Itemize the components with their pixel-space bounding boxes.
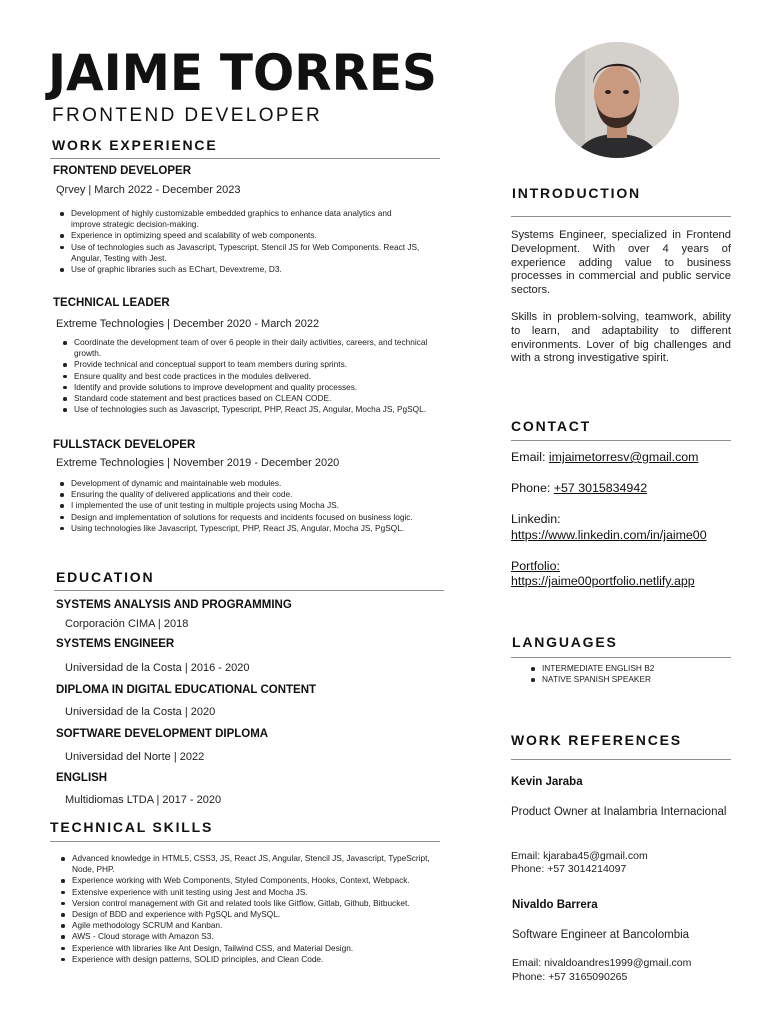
- contact-email: [511, 450, 698, 464]
- divider: [50, 158, 440, 159]
- portfolio-link[interactable]: https://jaime00portfolio.netlify.app: [511, 574, 695, 588]
- candidate-role: FRONTEND DEVELOPER: [52, 105, 323, 126]
- list-item: Agile methodology SCRUM and Kanban.: [72, 920, 452, 931]
- job-meta: Qrvey | March 2022 - December 2023: [56, 184, 241, 196]
- education-title: DIPLOMA IN DIGITAL EDUCATIONAL CONTENT: [56, 684, 317, 696]
- education-heading: EDUCATION: [56, 569, 155, 585]
- list-item: INTERMEDIATE ENGLISH B2: [542, 663, 742, 674]
- list-item: AWS - Cloud storage with Amazon S3.: [72, 931, 452, 942]
- intro-paragraph: Skills in problem-solving, teamwork, ability to learn, and adaptability to different environments. Lover of big challenges and with a strong investigative spirit.: [511, 311, 731, 365]
- list-item: Experience with libraries like Ant Design, Tailwind CSS, and Material Design.: [72, 943, 452, 954]
- linkedin-link[interactable]: https://www.linkedin.com/in/jaime00: [511, 528, 707, 542]
- languages-list: [530, 663, 742, 685]
- reference-phone: Phone: +57 3165090265: [512, 971, 628, 983]
- reference-name: Nivaldo Barrera: [512, 899, 598, 911]
- list-item: Development of dynamic and maintainable web modules.: [71, 478, 446, 489]
- job-title: FULLSTACK DEVELOPER: [53, 439, 196, 451]
- intro-paragraph: Systems Engineer, specialized in Frontend Development. With over 4 years of experience adding value to business processes in commercial and public service sectors.: [511, 229, 731, 297]
- job-meta: Extreme Technologies | December 2020 - March 2022: [56, 318, 320, 330]
- avatar-portrait-icon: [555, 42, 679, 158]
- candidate-name: JAIME TORRES: [48, 44, 437, 102]
- list-item: Use of technologies such as Javascript, Typescript, PHP, React JS, Angular, Mocha JS, PgSQL.: [74, 404, 452, 415]
- email-label: Email:: [511, 450, 546, 464]
- list-item: NATIVE SPANISH SPEAKER: [542, 674, 742, 685]
- contact-phone: [511, 481, 647, 495]
- divider: [511, 440, 731, 441]
- list-item: I implemented the use of unit testing in multiple projects using Mocha JS.: [71, 500, 446, 511]
- languages-heading: LANGUAGES: [512, 634, 618, 650]
- divider: [54, 590, 444, 591]
- education-title: SYSTEMS ENGINEER: [56, 638, 175, 650]
- skills-list: [60, 853, 452, 965]
- list-item: Use of graphic libraries such as EChart, Devextreme, D3.: [71, 264, 423, 275]
- linkedin-label: Linkedin:: [511, 512, 561, 526]
- job-title: TECHNICAL LEADER: [53, 297, 170, 309]
- list-item: Standard code statement and best practices based on CLEAN CODE.: [74, 393, 452, 404]
- list-item: Design and implementation of solutions for requests and incidents focused on business logic.: [71, 512, 446, 523]
- list-item: Identify and provide solutions to improve development and quality processes.: [74, 382, 452, 393]
- reference-email: Email: nivaldoandres1999@gmail.com: [512, 957, 692, 969]
- list-item: Development of highly customizable embedded graphics to enhance data analytics and improve strategic decision-making.: [71, 208, 423, 230]
- list-item: Experience working with Web Components, Styled Components, Hooks, Context, Webpack.: [72, 875, 452, 886]
- reference-position: Software Engineer at Bancolombia: [512, 929, 690, 941]
- education-meta: Universidad del Norte | 2022: [65, 751, 205, 763]
- divider: [50, 841, 440, 842]
- list-item: Version control management with Git and related tools like Gitflow, Gitlab, Github, Bitbucket.: [72, 898, 452, 909]
- job-bullets: [59, 478, 446, 534]
- education-meta: Corporación CIMA | 2018: [65, 618, 189, 630]
- job-bullets: [59, 208, 423, 275]
- job-meta: Extreme Technologies | November 2019 - December 2020: [56, 457, 340, 469]
- portfolio-label: Portfolio:: [511, 559, 560, 573]
- list-item: Coordinate the development team of over 6 people in their daily activities, careers, and technical growth.: [74, 337, 452, 359]
- list-item: Use of technologies such as Javascript, Typescript, Stencil JS for Web Components. React JS, Angular, Testing with Jest.: [71, 242, 423, 264]
- list-item: Experience with design patterns, SOLID principles, and Clean Code.: [72, 954, 452, 965]
- phone-label: Phone:: [511, 481, 551, 495]
- list-item: Design of BDD and experience with PgSQL and MySQL.: [72, 909, 452, 920]
- education-title: SOFTWARE DEVELOPMENT DIPLOMA: [56, 728, 269, 740]
- reference-position: Product Owner at Inalambria Internacional: [511, 806, 727, 818]
- education-meta: Universidad de la Costa | 2020: [65, 706, 216, 718]
- work-experience-heading: WORK EXPERIENCE: [52, 137, 218, 153]
- divider: [511, 759, 731, 760]
- divider: [511, 657, 731, 658]
- technical-skills-heading: TECHNICAL SKILLS: [50, 819, 214, 835]
- reference-email: Email: kjaraba45@gmail.com: [511, 850, 648, 862]
- job-title: FRONTEND DEVELOPER: [53, 165, 192, 177]
- email-link[interactable]: imjaimetorresv@gmail.com: [548, 450, 699, 464]
- introduction-heading: INTRODUCTION: [512, 185, 641, 201]
- education-title: ENGLISH: [56, 772, 108, 784]
- reference-phone: Phone: +57 3014214097: [511, 863, 627, 875]
- list-item: Provide technical and conceptual support to team members during sprints.: [74, 359, 452, 370]
- divider: [511, 216, 731, 217]
- phone-link[interactable]: +57 3015834942: [553, 481, 648, 495]
- contact-heading: CONTACT: [511, 418, 591, 434]
- list-item: Experience in optimizing speed and scalability of web components.: [71, 230, 423, 241]
- education-meta: Multidiomas LTDA | 2017 - 2020: [65, 794, 222, 806]
- list-item: Ensuring the quality of delivered applications and their code.: [71, 489, 446, 500]
- reference-name: Kevin Jaraba: [511, 776, 583, 788]
- list-item: Using technologies like Javascript, Typescript, PHP, React JS, Angular, Mocha JS, PgSQL.: [71, 523, 446, 534]
- education-meta: Universidad de la Costa | 2016 - 2020: [65, 662, 250, 674]
- work-references-heading: WORK REFERENCES: [511, 732, 682, 748]
- list-item: Extensive experience with unit testing using Jest and Mocha JS.: [72, 887, 452, 898]
- job-bullets: [62, 337, 452, 415]
- education-title: SYSTEMS ANALYSIS AND PROGRAMMING: [56, 599, 292, 611]
- list-item: Ensure quality and best code practices in the modules delivered.: [74, 371, 452, 382]
- list-item: Advanced knowledge in HTML5, CSS3, JS, React JS, Angular, Stencil JS, Javascript, TypeScript, Node, PHP.: [72, 853, 452, 875]
- profile-photo: [555, 42, 679, 158]
